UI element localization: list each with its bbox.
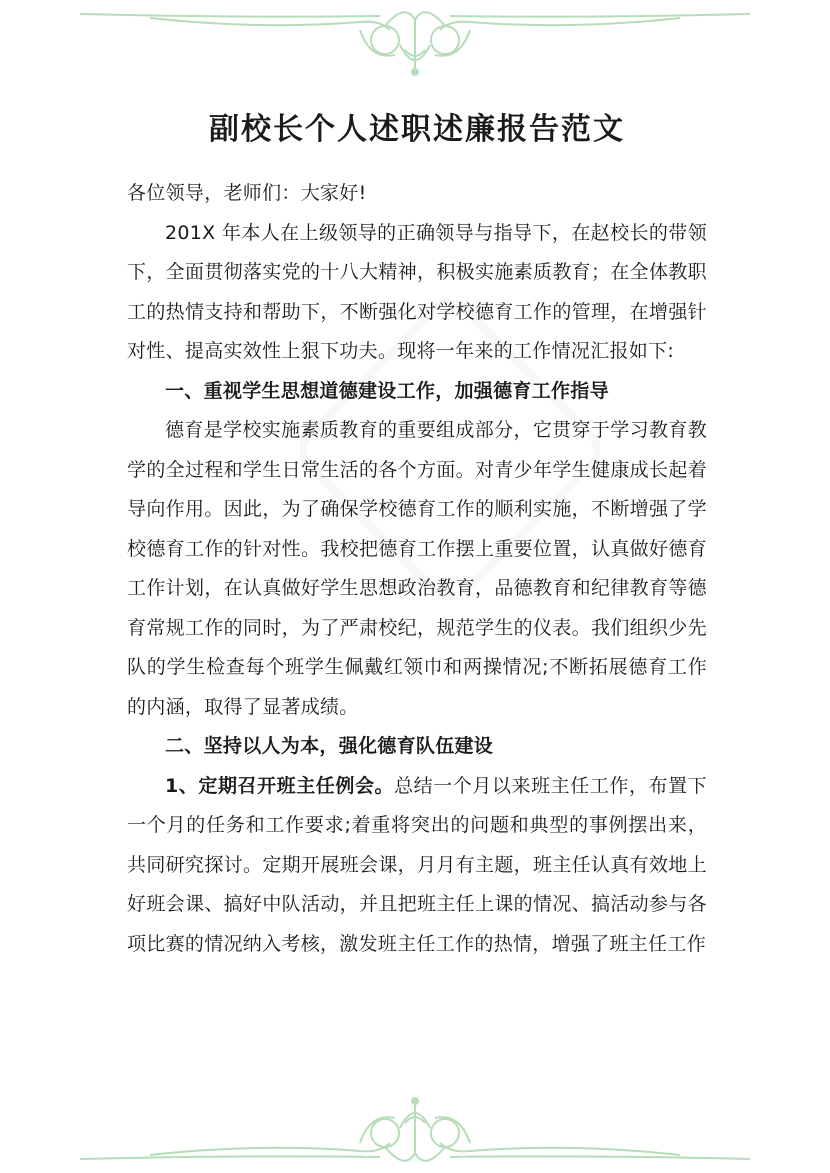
intro-paragraph: 201X 年本人在上级领导的正确领导与指导下，在赵校长的带领下，全面贯彻落实党的十八大精神，积极实施素质教育；在全体教职工的热情支持和帮助下，不断强化对学校德育工作的管理，在增强针对性、提高实效性上狠下功夫。现将一年来的工作情况汇报如下: xyxy=(127,221,707,362)
item1-paragraph xyxy=(127,767,707,965)
greeting: 各位领导，老师们：大家好! xyxy=(127,182,367,204)
document-title: 副校长个人述职述廉报告范文 xyxy=(209,112,625,147)
section1-paragraph: 德育是学校实施素质教育的重要组成部分，它贯穿于学习教育教学的全过程和学生日常生活的各个方面。对青少年学生健康成长起着导向作用。因此，为了确保学校德育工作的顺利实施，不断增强了学校德育工作的针对性。我校把德育工作摆上重要位置，认真做好德育工作计划，在认真做好学生思想政治教育，品德教育和纪律教育等德育常规工作的同时，为了严肃校纪，规范学生的仪表。我们组织少先队的学生检查每个班学生佩戴红领巾和两操情况;不断拓展德育工作的内涵，取得了显著成绩。 xyxy=(127,419,707,718)
section2-heading: 二、坚持以人为本，强化德育队伍建设 xyxy=(165,735,494,757)
section1-heading: 一、重视学生思想道德建设工作，加强德育工作指导 xyxy=(165,379,609,402)
item1-lead: 1、定期召开班主任例会。 xyxy=(165,774,395,797)
document-page xyxy=(127,100,707,964)
top-floral-ornament xyxy=(0,0,830,80)
bottom-floral-ornament xyxy=(0,1093,830,1173)
item1-body: 总结一个月以来班主任工作，布置下一个月的任务和工作要求;着重将突出的问题和典型的事例摆出来，共同研究探讨。定期开展班会课，月月有主题，班主任认真有效地上好班会课、搞好中队活动，并且把班主任上课的情况、搞活动参与各项比赛的情况纳入考核，激发班主任工作的热情，增强了班主任工作 xyxy=(127,774,707,955)
